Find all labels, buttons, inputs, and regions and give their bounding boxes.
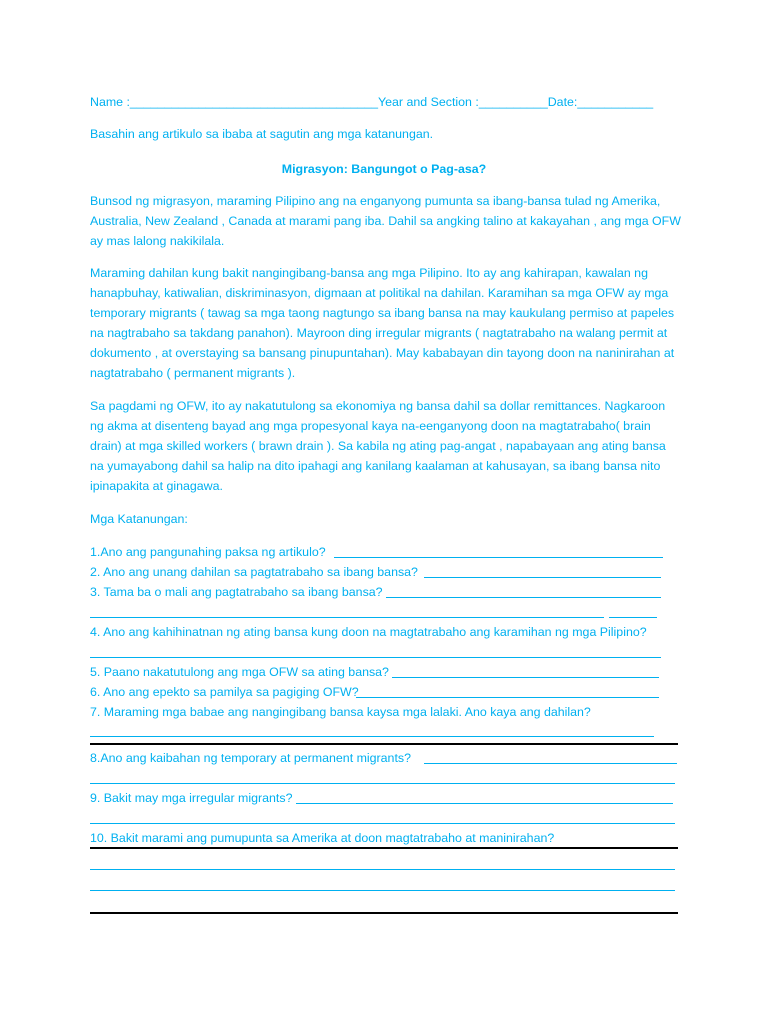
answer-line-8a[interactable] <box>424 763 677 764</box>
question-8: 8.Ano ang kaibahan ng temporary at permanent migrants? <box>90 751 411 765</box>
black-rule-1 <box>90 743 678 745</box>
article-paragraph-2: Maraming dahilan kung bakit nangingibang-bansa ang mga Pilipino. Ito ay ang kahirapan, kawalan ng hanapbuhay, katiwalian, diskriminasyon, digmaan at politikal na dahilan. Karamihan sa mga OFW ay mga temporary migrants ( tawag sa mga taong nagtungo sa ibang bansa na may kaukulang permiso at papeles na nagtrabaho sa takdang panahon). Mayroon ding irregular migrants ( nagtatrabaho na walang permit at dokumento , at overstaying sa bansang pinupuntahan). May kababayan din tayong doon na naninirahan at nagtatrabaho ( permanent migrants ). <box>90 266 675 381</box>
answer-line-3b[interactable] <box>90 617 604 618</box>
answer-line-9b[interactable] <box>90 823 675 824</box>
answer-line-1[interactable] <box>334 557 663 558</box>
black-rule-2 <box>90 847 678 849</box>
question-5: 5. Paano nakatutulong ang mga OFW sa ating bansa? <box>90 665 389 679</box>
black-rule-3 <box>90 912 678 914</box>
question-3: 3. Tama ba o mali ang pagtatrabaho sa ibang bansa? <box>90 585 383 599</box>
answer-line-7[interactable] <box>90 736 654 737</box>
article-title: Migrasyon: Bangungot o Pag-asa? <box>281 162 487 176</box>
answer-line-4[interactable] <box>90 657 661 658</box>
questions-heading: Mga Katanungan: <box>90 512 188 526</box>
question-9: 9. Bakit may mga irregular migrants? <box>90 791 293 805</box>
article-paragraph-3: Sa pagdami ng OFW, ito ay nakatutulong sa ekonomiya ng bansa dahil sa dollar remittances. Nagkaroon ng akma at disenteng bayad ang mga propesyonal kaya na-eenganyong doon na magtatrabaho( brain drain) at mga skilled workers ( brawn drain ). Sa kabila ng ating pag-angat , napabayaan ang ating bansa na yumayabong dahil sa halip na dito ipahagi ang kanilang kaalaman at kahusayan, sa ibang bansa nito ipinapakita at ginagawa. <box>90 399 666 494</box>
answer-line-10a[interactable] <box>90 869 675 870</box>
answer-line-9a[interactable] <box>296 803 673 804</box>
name-year-date-line: Name :____________________________________Year and Section :__________Date:___________ <box>90 95 654 109</box>
question-7: 7. Maraming mga babae ang nangingibang bansa kaysa mga lalaki. Ano kaya ang dahilan? <box>90 705 591 719</box>
question-4: 4. Ano ang kahihinatnan ng ating bansa kung doon na magtatrabaho ang karamihan ng mga Pilipino? <box>90 625 647 639</box>
answer-line-8b[interactable] <box>90 783 675 784</box>
answer-line-3c[interactable] <box>609 617 657 618</box>
answer-line-3a[interactable] <box>386 597 661 598</box>
question-6: 6. Ano ang epekto sa pamilya sa pagiging OFW? <box>90 685 359 699</box>
instruction-text: Basahin ang artikulo sa ibaba at sagutin ang mga katanungan. <box>90 127 434 141</box>
answer-line-10b[interactable] <box>90 890 675 891</box>
answer-line-6[interactable] <box>356 697 659 698</box>
question-10: 10. Bakit marami ang pumupunta sa Amerika at doon magtatrabaho at maninirahan? <box>90 831 555 845</box>
answer-line-5[interactable] <box>392 677 659 678</box>
question-1: 1.Ano ang pangunahing paksa ng artikulo? <box>90 545 326 559</box>
question-2: 2. Ano ang unang dahilan sa pagtatrabaho sa ibang bansa? <box>90 565 418 579</box>
answer-line-2[interactable] <box>424 577 661 578</box>
article-paragraph-1: Bunsod ng migrasyon, maraming Pilipino ang na enganyong pumunta sa ibang-bansa tulad ng Amerika, Australia, New Zealand , Canada at marami pang iba. Dahil sa angking talino at kakayahan , ang mga OFW ay mas lalong nakikilala. <box>90 194 681 249</box>
